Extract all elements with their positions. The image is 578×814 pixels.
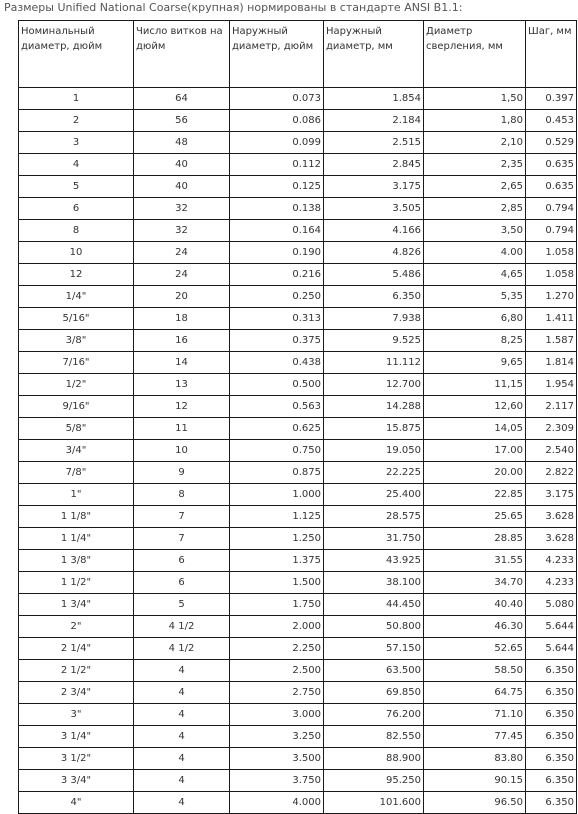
- cell-outer-diameter-inch: 0.112: [230, 154, 324, 176]
- cell-outer-diameter-inch: 1.250: [230, 528, 324, 550]
- cell-threads-per-inch: 40: [134, 154, 230, 176]
- cell-threads-per-inch: 48: [134, 132, 230, 154]
- cell-threads-per-inch: 4: [134, 792, 230, 814]
- cell-nominal-diameter: 3: [19, 132, 134, 154]
- cell-nominal-diameter: 7/8": [19, 462, 134, 484]
- cell-drill-diameter: 5,35: [424, 286, 526, 308]
- cell-outer-diameter-inch: 0.073: [230, 88, 324, 110]
- cell-drill-diameter: 52.65: [424, 638, 526, 660]
- cell-nominal-diameter: 9/16": [19, 396, 134, 418]
- cell-outer-diameter-inch: 0.750: [230, 440, 324, 462]
- cell-outer-diameter-inch: 1.125: [230, 506, 324, 528]
- cell-drill-diameter: 8,25: [424, 330, 526, 352]
- cell-pitch: 0.397: [526, 88, 577, 110]
- cell-outer-diameter-inch: 0.164: [230, 220, 324, 242]
- table-caption: Размеры Unified National Coarse(крупная) нормированы в стандарте ANSI B1.1:: [4, 1, 463, 14]
- cell-drill-diameter: 9,65: [424, 352, 526, 374]
- cell-nominal-diameter: 1 1/2": [19, 572, 134, 594]
- cell-pitch: 6.350: [526, 726, 577, 748]
- cell-nominal-diameter: 1/4": [19, 286, 134, 308]
- cell-nominal-diameter: 12: [19, 264, 134, 286]
- cell-threads-per-inch: 7: [134, 506, 230, 528]
- cell-drill-diameter: 40.40: [424, 594, 526, 616]
- cell-outer-diameter-inch: 4.000: [230, 792, 324, 814]
- cell-nominal-diameter: 2 1/2": [19, 660, 134, 682]
- cell-nominal-diameter: 1/2": [19, 374, 134, 396]
- table-row: [19, 110, 577, 132]
- cell-outer-diameter-inch: 0.125: [230, 176, 324, 198]
- cell-outer-diameter-inch: 0.216: [230, 264, 324, 286]
- cell-outer-diameter-mm: 2.515: [324, 132, 424, 154]
- cell-threads-per-inch: 4: [134, 682, 230, 704]
- cell-pitch: 0.453: [526, 110, 577, 132]
- cell-outer-diameter-mm: 14.288: [324, 396, 424, 418]
- cell-outer-diameter-mm: 50.800: [324, 616, 424, 638]
- table-row: [19, 748, 577, 770]
- cell-nominal-diameter: 1 1/4": [19, 528, 134, 550]
- cell-pitch: 3.628: [526, 506, 577, 528]
- cell-outer-diameter-mm: 7.938: [324, 308, 424, 330]
- cell-threads-per-inch: 12: [134, 396, 230, 418]
- cell-pitch: 3.175: [526, 484, 577, 506]
- cell-pitch: 1.058: [526, 242, 577, 264]
- table-row: [19, 660, 577, 682]
- table-row: [19, 176, 577, 198]
- cell-outer-diameter-mm: 82.550: [324, 726, 424, 748]
- cell-pitch: 6.350: [526, 704, 577, 726]
- cell-outer-diameter-mm: 15.875: [324, 418, 424, 440]
- table-row: [19, 264, 577, 286]
- cell-drill-diameter: 77.45: [424, 726, 526, 748]
- cell-outer-diameter-mm: 63.500: [324, 660, 424, 682]
- header-nominal-diameter: Номинальный диаметр, дюйм: [19, 21, 134, 88]
- cell-outer-diameter-mm: 12.700: [324, 374, 424, 396]
- table-row: [19, 220, 577, 242]
- cell-drill-diameter: 1,80: [424, 110, 526, 132]
- cell-drill-diameter: 2,10: [424, 132, 526, 154]
- cell-outer-diameter-inch: 2.750: [230, 682, 324, 704]
- table-row: [19, 242, 577, 264]
- table-row: [19, 154, 577, 176]
- cell-pitch: 0.635: [526, 176, 577, 198]
- cell-outer-diameter-mm: 69.850: [324, 682, 424, 704]
- table-row: [19, 308, 577, 330]
- cell-outer-diameter-inch: 0.313: [230, 308, 324, 330]
- cell-outer-diameter-mm: 5.486: [324, 264, 424, 286]
- cell-pitch: 1.270: [526, 286, 577, 308]
- cell-drill-diameter: 96.50: [424, 792, 526, 814]
- table-row: [19, 198, 577, 220]
- cell-threads-per-inch: 40: [134, 176, 230, 198]
- cell-outer-diameter-mm: 38.100: [324, 572, 424, 594]
- cell-outer-diameter-inch: 3.000: [230, 704, 324, 726]
- table-row: [19, 440, 577, 462]
- cell-nominal-diameter: 10: [19, 242, 134, 264]
- table-row: [19, 88, 577, 110]
- cell-outer-diameter-mm: 101.600: [324, 792, 424, 814]
- table-row: [19, 462, 577, 484]
- cell-outer-diameter-inch: 3.500: [230, 748, 324, 770]
- cell-outer-diameter-inch: 1.000: [230, 484, 324, 506]
- cell-nominal-diameter: 2 1/4": [19, 638, 134, 660]
- cell-nominal-diameter: 1 3/4": [19, 594, 134, 616]
- cell-threads-per-inch: 4: [134, 660, 230, 682]
- cell-outer-diameter-mm: 2.184: [324, 110, 424, 132]
- header-outer-diameter-mm: Наружный диаметр, мм: [324, 21, 424, 88]
- cell-outer-diameter-inch: 1.750: [230, 594, 324, 616]
- cell-pitch: 6.350: [526, 792, 577, 814]
- header-outer-diameter-inch: Наружный диаметр, дюйм: [230, 21, 324, 88]
- cell-outer-diameter-mm: 2.845: [324, 154, 424, 176]
- cell-drill-diameter: 46.30: [424, 616, 526, 638]
- cell-drill-diameter: 3,50: [424, 220, 526, 242]
- cell-outer-diameter-inch: 0.190: [230, 242, 324, 264]
- cell-threads-per-inch: 6: [134, 550, 230, 572]
- table-row: [19, 330, 577, 352]
- cell-outer-diameter-inch: 3.750: [230, 770, 324, 792]
- table-row: [19, 792, 577, 814]
- cell-pitch: 1.587: [526, 330, 577, 352]
- cell-outer-diameter-inch: 2.250: [230, 638, 324, 660]
- cell-pitch: 2.540: [526, 440, 577, 462]
- cell-nominal-diameter: 2 3/4": [19, 682, 134, 704]
- table-row: [19, 396, 577, 418]
- table-row: [19, 638, 577, 660]
- table-row: [19, 374, 577, 396]
- cell-threads-per-inch: 24: [134, 242, 230, 264]
- cell-pitch: 6.350: [526, 770, 577, 792]
- table-row: [19, 286, 577, 308]
- cell-outer-diameter-inch: 2.000: [230, 616, 324, 638]
- cell-drill-diameter: 4.00: [424, 242, 526, 264]
- cell-pitch: 1.954: [526, 374, 577, 396]
- cell-outer-diameter-inch: 0.500: [230, 374, 324, 396]
- cell-nominal-diameter: 7/16": [19, 352, 134, 374]
- cell-pitch: 2.117: [526, 396, 577, 418]
- cell-outer-diameter-mm: 31.750: [324, 528, 424, 550]
- cell-drill-diameter: 25.65: [424, 506, 526, 528]
- cell-pitch: 2.309: [526, 418, 577, 440]
- cell-drill-diameter: 20.00: [424, 462, 526, 484]
- cell-outer-diameter-inch: 0.138: [230, 198, 324, 220]
- cell-threads-per-inch: 18: [134, 308, 230, 330]
- cell-drill-diameter: 1,50: [424, 88, 526, 110]
- table-row: [19, 726, 577, 748]
- cell-drill-diameter: 12,60: [424, 396, 526, 418]
- cell-outer-diameter-inch: 0.086: [230, 110, 324, 132]
- cell-outer-diameter-inch: 0.563: [230, 396, 324, 418]
- table-row: [19, 484, 577, 506]
- cell-drill-diameter: 2,35: [424, 154, 526, 176]
- table-row: [19, 528, 577, 550]
- cell-outer-diameter-inch: 0.875: [230, 462, 324, 484]
- cell-drill-diameter: 58.50: [424, 660, 526, 682]
- cell-drill-diameter: 6,80: [424, 308, 526, 330]
- cell-outer-diameter-mm: 4.826: [324, 242, 424, 264]
- cell-outer-diameter-mm: 57.150: [324, 638, 424, 660]
- cell-outer-diameter-inch: 2.500: [230, 660, 324, 682]
- cell-threads-per-inch: 24: [134, 264, 230, 286]
- cell-pitch: 0.635: [526, 154, 577, 176]
- cell-threads-per-inch: 32: [134, 220, 230, 242]
- table-body: [19, 88, 577, 814]
- header-drill-diameter: Диаметр сверления, мм: [424, 21, 526, 88]
- cell-pitch: 6.350: [526, 682, 577, 704]
- cell-outer-diameter-inch: 3.250: [230, 726, 324, 748]
- cell-nominal-diameter: 4: [19, 154, 134, 176]
- cell-nominal-diameter: 3 1/2": [19, 748, 134, 770]
- table-row: [19, 682, 577, 704]
- cell-nominal-diameter: 1: [19, 88, 134, 110]
- cell-outer-diameter-inch: 1.375: [230, 550, 324, 572]
- cell-drill-diameter: 34.70: [424, 572, 526, 594]
- cell-threads-per-inch: 4: [134, 770, 230, 792]
- cell-threads-per-inch: 56: [134, 110, 230, 132]
- cell-nominal-diameter: 1 3/8": [19, 550, 134, 572]
- cell-drill-diameter: 4,65: [424, 264, 526, 286]
- table-row: [19, 770, 577, 792]
- cell-outer-diameter-mm: 3.175: [324, 176, 424, 198]
- cell-drill-diameter: 11,15: [424, 374, 526, 396]
- cell-outer-diameter-mm: 11.112: [324, 352, 424, 374]
- table-row: [19, 704, 577, 726]
- cell-threads-per-inch: 16: [134, 330, 230, 352]
- cell-pitch: 5.080: [526, 594, 577, 616]
- cell-pitch: 1.411: [526, 308, 577, 330]
- table-header-row: [19, 21, 577, 88]
- cell-drill-diameter: 17.00: [424, 440, 526, 462]
- cell-outer-diameter-inch: 1.500: [230, 572, 324, 594]
- cell-threads-per-inch: 9: [134, 462, 230, 484]
- cell-outer-diameter-mm: 9.525: [324, 330, 424, 352]
- cell-drill-diameter: 71.10: [424, 704, 526, 726]
- cell-outer-diameter-mm: 88.900: [324, 748, 424, 770]
- cell-threads-per-inch: 10: [134, 440, 230, 462]
- cell-outer-diameter-mm: 76.200: [324, 704, 424, 726]
- cell-threads-per-inch: 11: [134, 418, 230, 440]
- cell-nominal-diameter: 1": [19, 484, 134, 506]
- cell-outer-diameter-inch: 0.438: [230, 352, 324, 374]
- cell-pitch: 4.233: [526, 550, 577, 572]
- cell-pitch: 5.644: [526, 638, 577, 660]
- cell-drill-diameter: 2,65: [424, 176, 526, 198]
- cell-nominal-diameter: 8: [19, 220, 134, 242]
- cell-nominal-diameter: 3/4": [19, 440, 134, 462]
- header-pitch: Шаг, мм: [526, 21, 577, 88]
- cell-outer-diameter-mm: 4.166: [324, 220, 424, 242]
- table-row: [19, 132, 577, 154]
- cell-nominal-diameter: 2": [19, 616, 134, 638]
- cell-threads-per-inch: 64: [134, 88, 230, 110]
- cell-outer-diameter-mm: 1.854: [324, 88, 424, 110]
- cell-drill-diameter: 14,05: [424, 418, 526, 440]
- cell-threads-per-inch: 8: [134, 484, 230, 506]
- cell-nominal-diameter: 2: [19, 110, 134, 132]
- cell-threads-per-inch: 4: [134, 704, 230, 726]
- table-row: [19, 352, 577, 374]
- cell-pitch: 2.822: [526, 462, 577, 484]
- cell-pitch: 1.814: [526, 352, 577, 374]
- cell-threads-per-inch: 6: [134, 572, 230, 594]
- cell-pitch: 0.794: [526, 198, 577, 220]
- cell-outer-diameter-mm: 19.050: [324, 440, 424, 462]
- cell-outer-diameter-mm: 95.250: [324, 770, 424, 792]
- cell-outer-diameter-mm: 3.505: [324, 198, 424, 220]
- table-row: [19, 594, 577, 616]
- cell-threads-per-inch: 4 1/2: [134, 616, 230, 638]
- cell-nominal-diameter: 4": [19, 792, 134, 814]
- cell-threads-per-inch: 5: [134, 594, 230, 616]
- cell-drill-diameter: 31.55: [424, 550, 526, 572]
- cell-outer-diameter-inch: 0.625: [230, 418, 324, 440]
- cell-nominal-diameter: 3 1/4": [19, 726, 134, 748]
- cell-pitch: 0.529: [526, 132, 577, 154]
- cell-pitch: 6.350: [526, 748, 577, 770]
- cell-threads-per-inch: 14: [134, 352, 230, 374]
- cell-pitch: 6.350: [526, 660, 577, 682]
- table-row: [19, 572, 577, 594]
- cell-outer-diameter-mm: 28.575: [324, 506, 424, 528]
- cell-nominal-diameter: 3": [19, 704, 134, 726]
- cell-pitch: 3.628: [526, 528, 577, 550]
- cell-threads-per-inch: 4: [134, 748, 230, 770]
- cell-pitch: 5.644: [526, 616, 577, 638]
- table-row: [19, 616, 577, 638]
- cell-pitch: 4.233: [526, 572, 577, 594]
- cell-threads-per-inch: 4: [134, 726, 230, 748]
- cell-outer-diameter-mm: 44.450: [324, 594, 424, 616]
- cell-threads-per-inch: 32: [134, 198, 230, 220]
- header-threads-per-inch: Число витков на дюйм: [134, 21, 230, 88]
- cell-pitch: 1.058: [526, 264, 577, 286]
- table-row: [19, 506, 577, 528]
- cell-pitch: 0.794: [526, 220, 577, 242]
- cell-nominal-diameter: 5: [19, 176, 134, 198]
- cell-drill-diameter: 22.85: [424, 484, 526, 506]
- cell-outer-diameter-mm: 6.350: [324, 286, 424, 308]
- cell-outer-diameter-inch: 0.375: [230, 330, 324, 352]
- cell-drill-diameter: 2,85: [424, 198, 526, 220]
- cell-outer-diameter-mm: 22.225: [324, 462, 424, 484]
- cell-nominal-diameter: 5/16": [19, 308, 134, 330]
- cell-outer-diameter-mm: 43.925: [324, 550, 424, 572]
- cell-drill-diameter: 90.15: [424, 770, 526, 792]
- cell-threads-per-inch: 4 1/2: [134, 638, 230, 660]
- cell-threads-per-inch: 7: [134, 528, 230, 550]
- cell-outer-diameter-inch: 0.250: [230, 286, 324, 308]
- thread-size-table: [18, 20, 577, 814]
- cell-nominal-diameter: 1 1/8": [19, 506, 134, 528]
- cell-threads-per-inch: 13: [134, 374, 230, 396]
- cell-drill-diameter: 64.75: [424, 682, 526, 704]
- table-row: [19, 550, 577, 572]
- cell-drill-diameter: 83.80: [424, 748, 526, 770]
- cell-nominal-diameter: 5/8": [19, 418, 134, 440]
- cell-nominal-diameter: 3/8": [19, 330, 134, 352]
- cell-outer-diameter-inch: 0.099: [230, 132, 324, 154]
- cell-drill-diameter: 28.85: [424, 528, 526, 550]
- cell-outer-diameter-mm: 25.400: [324, 484, 424, 506]
- cell-nominal-diameter: 6: [19, 198, 134, 220]
- cell-threads-per-inch: 20: [134, 286, 230, 308]
- cell-nominal-diameter: 3 3/4": [19, 770, 134, 792]
- table-row: [19, 418, 577, 440]
